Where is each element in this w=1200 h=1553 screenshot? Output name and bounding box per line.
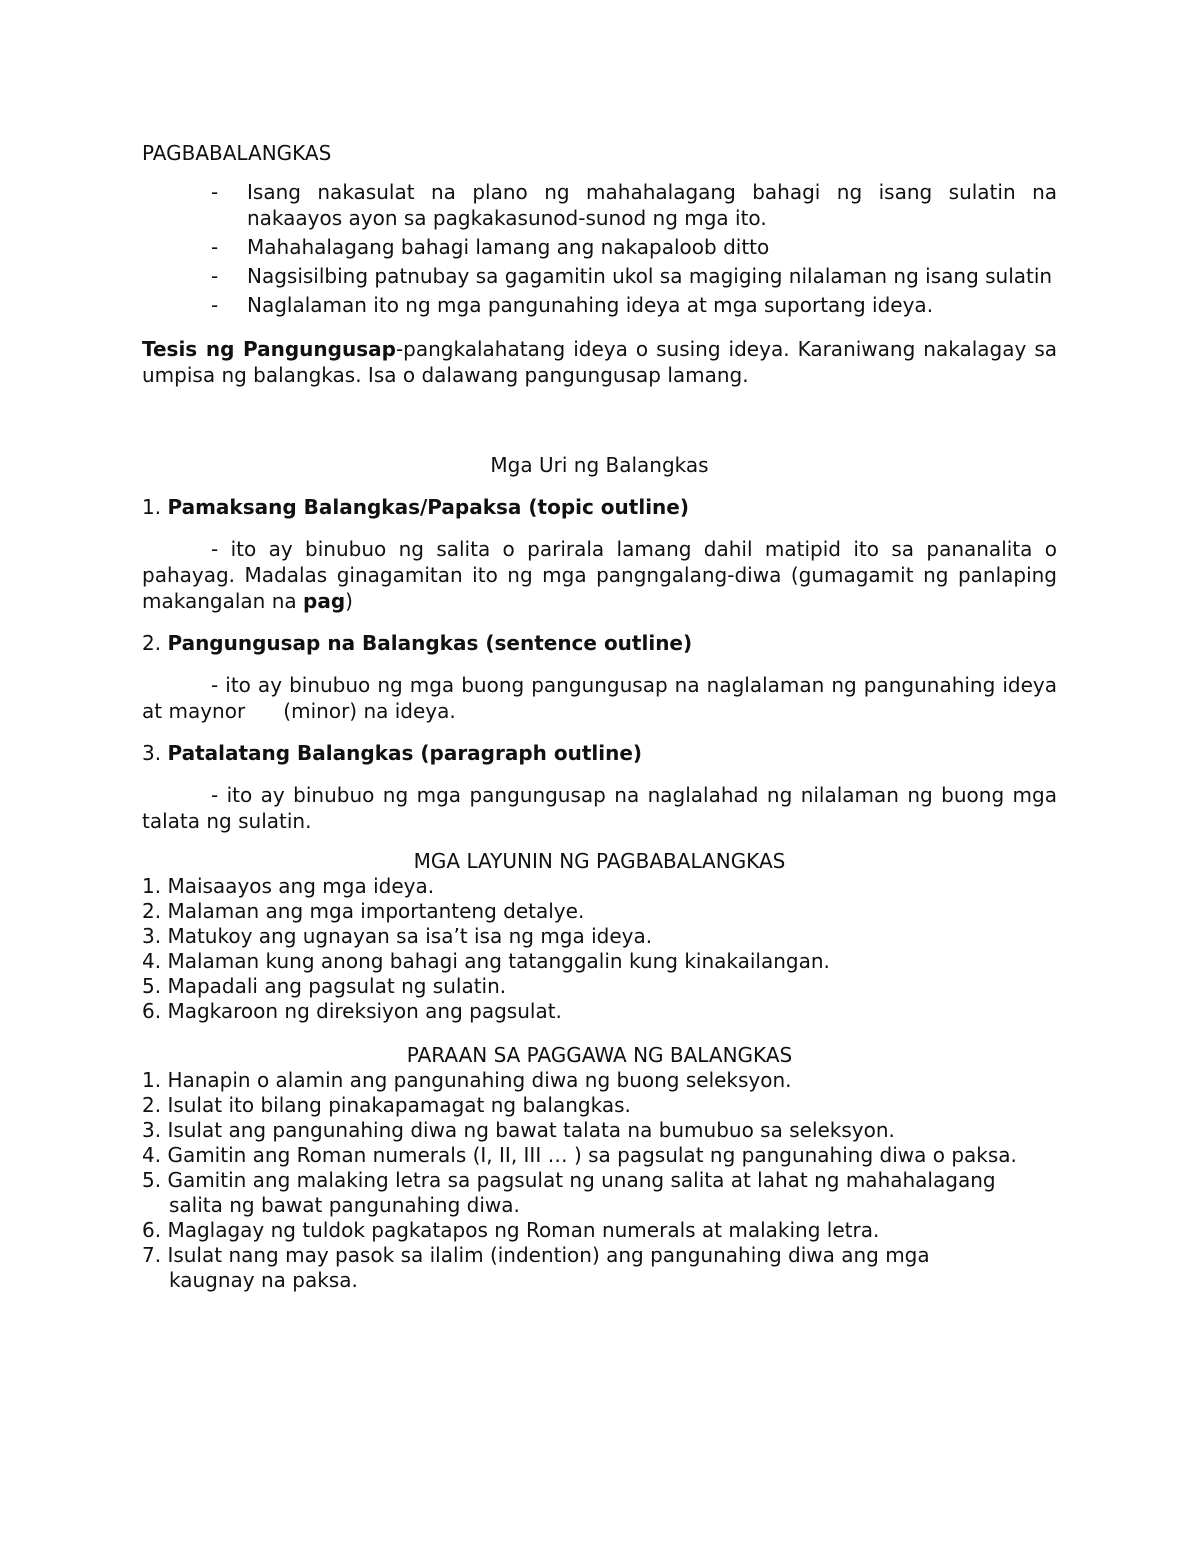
- layunin-list: [142, 874, 1057, 1024]
- type-description: - ito ay binubuo ng mga pangungusap na naglalahad ng nilalaman ng buong mga talata ng sulatin.: [142, 783, 1057, 833]
- tesis-paragraph: [142, 336, 1057, 388]
- paraan-list: [142, 1068, 1057, 1293]
- list-item: 6. Magkaroon ng direksiyon ang pagsulat.: [142, 999, 562, 1023]
- list-item: 2. Malaman ang mga importanteng detalye.: [142, 899, 585, 923]
- list-item: 2. Isulat ito bilang pinakapamagat ng balangkas.: [142, 1093, 631, 1117]
- layunin-title: MGA LAYUNIN NG PAGBABALANGKAS: [413, 849, 786, 873]
- bullet-item: - Nagsisilbing patnubay sa gagamitin ukol sa magiging nilalaman ng isang sulatin: [211, 264, 1053, 288]
- list-item: 1. Maisaayos ang mga ideya.: [142, 874, 435, 898]
- list-item: 4. Malaman kung anong bahagi ang tatanggalin kung kinakailangan.: [142, 949, 830, 973]
- type-item: 3. Patalatang Balangkas (paragraph outline) - ito ay binubuo ng mga pangungusap na naglalahad ng nilalaman ng buong mga talata ng sulatin.: [142, 741, 1057, 833]
- types-title: Mga Uri ng Balangkas: [490, 453, 709, 477]
- type-name: Pamaksang Balangkas/Papaksa (topic outline): [167, 495, 689, 519]
- paraan-title: PARAAN SA PAGGAWA NG BALANGKAS: [406, 1043, 793, 1067]
- type-name: Patalatang Balangkas (paragraph outline): [167, 741, 643, 765]
- tesis-term: Tesis ng Pangungusap: [142, 337, 396, 361]
- list-item: 4. Gamitin ang Roman numerals (I, II, III … ) sa pagsulat ng pangunahing diwa o paksa.: [142, 1143, 1017, 1167]
- list-item: 3. Isulat ang pangunahing diwa ng bawat talata na bumubuo sa seleksyon.: [142, 1118, 895, 1142]
- document-page: [142, 140, 1064, 1293]
- list-item: 7. Isulat nang may pasok sa ilalim (indention) ang pangunahing diwa ang mga kaugnay na paksa.: [142, 1243, 930, 1292]
- bullet-item: - Mahahalagang bahagi lamang ang nakapaloob ditto: [211, 235, 770, 259]
- list-item: 6. Maglagay ng tuldok pagkatapos ng Roman numerals at malaking letra.: [142, 1218, 880, 1242]
- type-description: - ito ay binubuo ng salita o parirala lamang dahil matipid ito sa pananalita o pahayag. Madalas ginagamitan ito ng mga pangngalang-diwa (gumagamit ng panlaping makangalan na pag): [142, 537, 1057, 613]
- type-item: 1. Pamaksang Balangkas/Papaksa (topic outline) - ito ay binubuo ng salita o parirala lamang dahil matipid ito sa pananalita o pahayag. Madalas ginagamitan ito ng mga pangngalang-diwa (gumagamit ng panlaping makangalan na pag): [142, 495, 1057, 613]
- list-item: 5. Mapadali ang pagsulat ng sulatin.: [142, 974, 507, 998]
- definition-bullets: [142, 179, 1057, 318]
- type-name: Pangungusap na Balangkas (sentence outline): [167, 631, 693, 655]
- document-title: PAGBABALANGKAS: [142, 141, 332, 165]
- bullet-item: - Isang nakasulat na plano ng mahahalagang bahagi ng isang sulatin na nakaayos ayon sa pagkakasunod-sunod ng mga ito.: [211, 180, 1057, 230]
- list-item: 5. Gamitin ang malaking letra sa pagsulat ng unang salita at lahat ng mahahalagang salita ng bawat pangunahing diwa.: [142, 1168, 996, 1217]
- type-item: 2. Pangungusap na Balangkas (sentence outline) - ito ay binubuo ng mga buong pangungusap na naglalaman ng pangunahing ideya at maynor (minor) na ideya.: [142, 631, 1064, 723]
- tesis-definition: -pangkalahatang ideya o susing ideya. Karaniwang nakalagay sa umpisa ng balangkas. Isa o dalawang pangungusap lamang.: [142, 337, 1058, 387]
- type-description: - ito ay binubuo ng mga buong pangungusap na naglalaman ng pangunahing ideya at maynor (minor) na ideya.: [142, 673, 1064, 723]
- list-item: 1. Hanapin o alamin ang pangunahing diwa ng buong seleksyon.: [142, 1068, 792, 1092]
- list-item: 3. Matukoy ang ugnayan sa isa’t isa ng mga ideya.: [142, 924, 653, 948]
- bullet-item: - Naglalaman ito ng mga pangunahing ideya at mga suportang ideya.: [211, 293, 934, 317]
